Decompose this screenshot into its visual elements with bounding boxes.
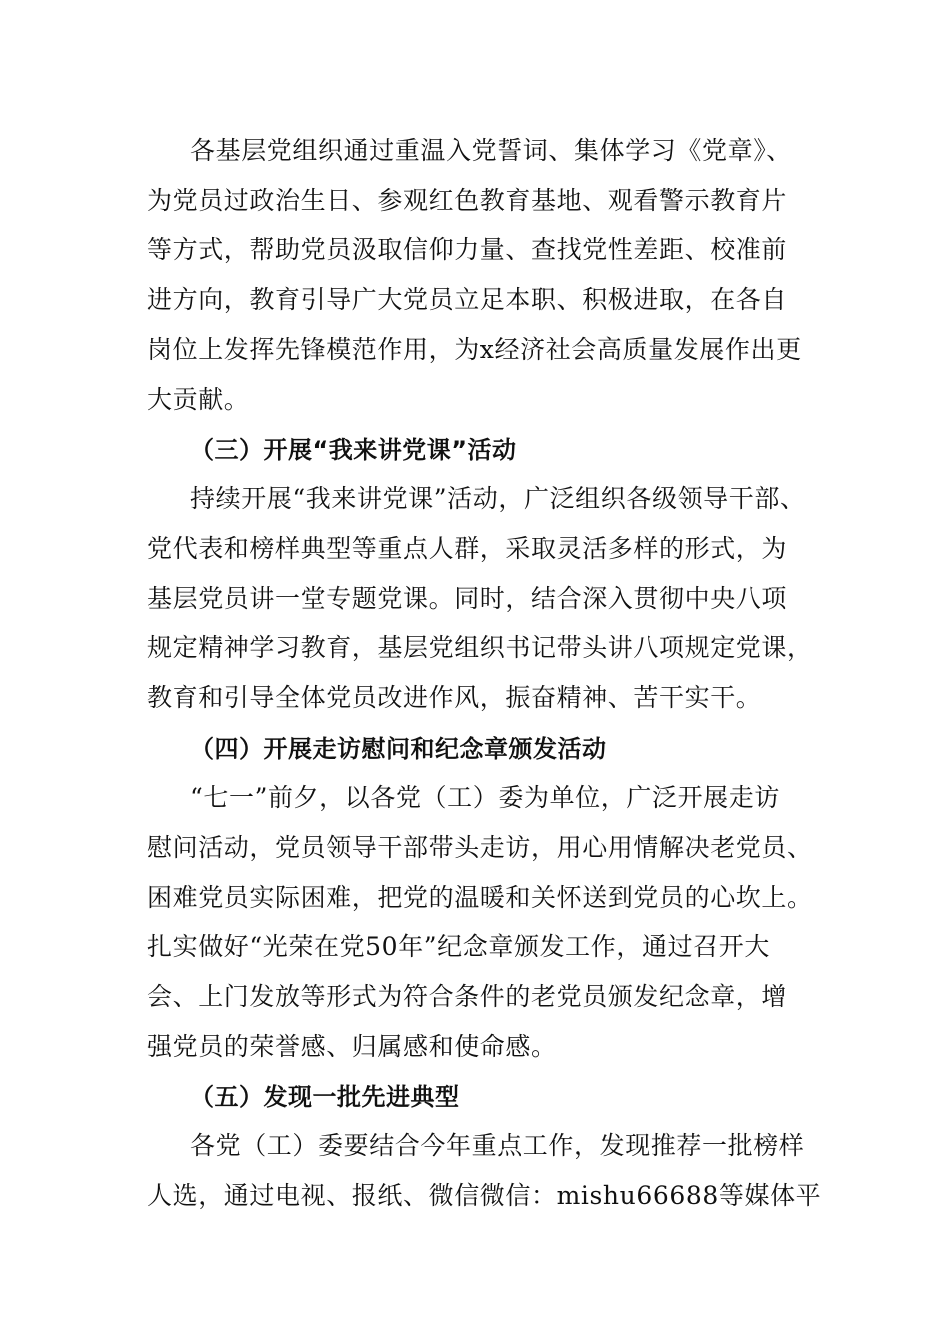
paragraph-2-line-5: 教育和引导全体党员改进作风，振奋精神、苦干实干。	[147, 683, 762, 712]
paragraph-1-line-4: 进方向，教育引导广大党员立足本职、积极进取，在各自	[147, 285, 788, 314]
paragraph-3-line-1: “七一”前夕，以各党（工）委为单位，广泛开展走访	[190, 783, 780, 812]
section-heading-5: （五）发现一批先进典型	[190, 1083, 460, 1111]
paragraph-2-line-1: 持续开展“我来讲党课”活动，广泛组织各级领导干部、	[190, 484, 806, 513]
paragraph-2-line-4: 规定精神学习教育，基层党组织书记带头讲八项规定党课，	[147, 633, 813, 662]
paragraph-2-line-3: 基层党员讲一堂专题党课。同时，结合深入贯彻中央八项	[147, 584, 788, 613]
paragraph-3-line-6: 强党员的荣誉感、归属感和使命感。	[147, 1032, 557, 1061]
paragraph-1-line-6: 大贡献。	[147, 385, 250, 414]
paragraph-1-line-1: 各基层党组织通过重温入党誓词、集体学习《党章》、	[190, 136, 792, 165]
section-heading-4: （四）开展走访慰问和纪念章颁发活动	[190, 735, 607, 763]
paragraph-2-line-2: 党代表和榜样典型等重点人群，采取灵活多样的形式，为	[147, 534, 788, 563]
paragraph-1-line-2: 为党员过政治生日、参观红色教育基地、观看警示教育片	[147, 186, 788, 215]
paragraph-3-line-4: 扎实做好“光荣在党50年”纪念章颁发工作，通过召开大	[147, 932, 770, 961]
paragraph-1-line-5: 岗位上发挥先锋模范作用，为x经济社会高质量发展作出更	[147, 335, 802, 364]
paragraph-3-line-5: 会、上门发放等形式为符合条件的老党员颁发纪念章，增	[147, 982, 788, 1011]
paragraph-3-line-2: 慰问活动，党员领导干部带头走访，用心用情解决老党员、	[147, 833, 813, 862]
paragraph-4-line-2: 人选，通过电视、报纸、微信微信：mishu66688等媒体平	[147, 1181, 822, 1210]
paragraph-3-line-3: 困难党员实际困难，把党的温暖和关怀送到党员的心坎上。	[147, 883, 813, 912]
section-heading-3: （三）开展“我来讲党课”活动	[190, 436, 517, 464]
paragraph-1-line-3: 等方式，帮助党员汲取信仰力量、查找党性差距、校准前	[147, 235, 788, 264]
paragraph-4-line-1: 各党（工）委要结合今年重点工作，发现推荐一批榜样	[190, 1131, 805, 1160]
